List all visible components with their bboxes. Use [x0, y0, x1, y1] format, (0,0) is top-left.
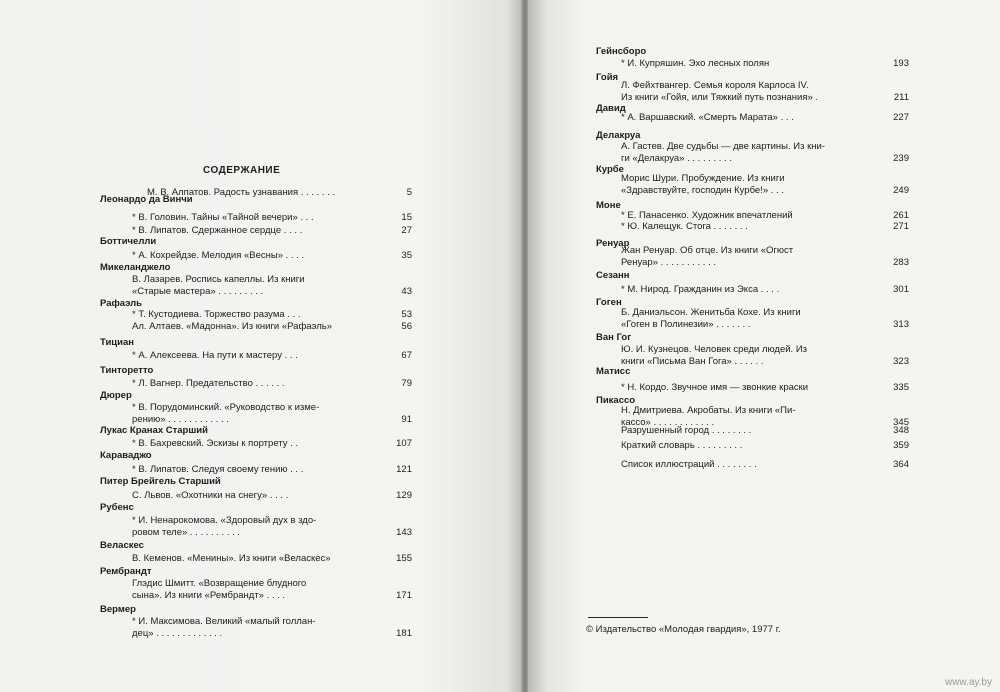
toc-entry-line: * В. Липатов. Сдержанное сердце . . . .: [132, 225, 303, 236]
artist-heading: Тинторетто: [100, 365, 154, 376]
artist-heading: Гейнсборо: [596, 46, 647, 57]
imprint-rule: [588, 617, 648, 618]
toc-page-number: 348: [893, 425, 909, 436]
artist-heading: Курбе: [596, 164, 624, 175]
toc-entry-line: * А. Алексеева. На пути к мастеру . . .: [132, 350, 298, 361]
toc-extra-entry: Краткий словарь . . . . . . . . .: [621, 440, 743, 451]
toc-entry-line: «Гоген в Полинезии» . . . . . . .: [621, 319, 751, 330]
toc-entry-line: «Старые мастера» . . . . . . . . .: [132, 286, 264, 297]
toc-entry-line: дец» . . . . . . . . . . . . .: [132, 628, 223, 639]
artist-heading: Давид: [596, 103, 626, 114]
toc-entry-line: * И. Купряшин. Эхо лесных полян: [621, 58, 770, 69]
artist-heading: Вермер: [100, 604, 136, 615]
toc-entry-line: * Е. Панасенко. Художник впечатлений: [621, 210, 793, 221]
intro-entry: М. В. Алпатов. Радость узнавания . . . . . . .: [147, 187, 336, 198]
toc-entry-line: Разрушенный город . . . . . . . .: [621, 425, 752, 436]
toc-entry-line: * И. Максимова. Великий «малый голлан-: [132, 616, 316, 627]
toc-page-number: 227: [893, 112, 909, 123]
artist-heading: Моне: [596, 200, 621, 211]
toc-page-number: 43: [401, 286, 412, 297]
toc-page-number: 181: [396, 628, 412, 639]
right-page: [528, 0, 1000, 692]
artist-heading: Ренуар: [596, 238, 630, 249]
toc-page-number: 345: [893, 417, 909, 428]
toc-page-number: 53: [401, 309, 412, 320]
toc-page-number: 301: [893, 284, 909, 295]
artist-heading: Веласкес: [100, 540, 144, 551]
toc-page-number: 67: [401, 350, 412, 361]
artist-heading: Питер Брейгель Старший: [100, 476, 221, 487]
artist-heading: Делакруа: [596, 130, 641, 141]
toc-entry-line: Л. Фейхтвангер. Семья короля Карлоса IV.: [621, 80, 809, 91]
toc-page-number: 121: [396, 464, 412, 475]
artist-heading: Рафаэль: [100, 298, 142, 309]
artist-heading: Караваджо: [100, 450, 152, 461]
toc-entry-line: * Н. Кордо. Звучное имя — звонкие краски: [621, 382, 809, 393]
toc-entry-line: ги «Делакруа» . . . . . . . . .: [621, 153, 732, 164]
toc-page-number: 364: [893, 459, 909, 470]
artist-heading: Леонардо да Винчи: [100, 194, 193, 205]
toc-page-number: 239: [893, 153, 909, 164]
toc-page-number: 171: [396, 590, 412, 601]
toc-entry-line: * А. Кохрейдзе. Мелодия «Весны» . . . .: [132, 250, 305, 261]
artist-heading: Матисс: [596, 366, 631, 377]
toc-entry-line: В. Лазарев. Роспись капеллы. Из книги: [132, 274, 305, 285]
toc-page-number: 107: [396, 438, 412, 449]
toc-page-number: 313: [893, 319, 909, 330]
toc-entry-line: * Ю. Калещук. Стога . . . . . . .: [621, 221, 748, 232]
toc-extra-entry: Список иллюстраций . . . . . . . .: [621, 459, 757, 470]
artist-heading: Рубенс: [100, 502, 134, 513]
artist-heading: Гоген: [596, 297, 622, 308]
toc-entry-line: Н. Дмитриева. Акробаты. Из книги «Пи-: [621, 405, 796, 416]
toc-entry-line: С. Львов. «Охотники на снегу» . . . .: [132, 490, 289, 501]
toc-page-number: 91: [401, 414, 412, 425]
toc-page-number: 271: [893, 221, 909, 232]
toc-page-number: 56: [401, 321, 412, 332]
artist-heading: Рембрандт: [100, 566, 152, 577]
artist-heading: Микеланджело: [100, 262, 171, 273]
toc-entry-line: Жан Ренуар. Об отце. Из книги «Огюст: [621, 245, 794, 256]
toc-entry-line: Ренуар» . . . . . . . . . . .: [621, 257, 717, 268]
toc-entry-line: * М. Нирод. Гражданин из Экса . . . .: [621, 284, 780, 295]
artist-heading: Дюрер: [100, 390, 132, 401]
toc-page-number: 261: [893, 210, 909, 221]
toc-entry-line: Ю. И. Кузнецов. Человек среди людей. Из: [621, 344, 808, 355]
toc-page-number: 27: [401, 225, 412, 236]
toc-entry-line: А. Гастев. Две судьбы — две картины. Из кни-: [621, 141, 825, 152]
toc-entry-line: * И. Ненарокомова. «Здоровый дух в здо-: [132, 515, 317, 526]
toc-page-number: 335: [893, 382, 909, 393]
toc-page-number: 129: [396, 490, 412, 501]
toc-entry-line: Из книги «Гойя, или Тяжкий путь познания» .: [621, 92, 819, 103]
toc-page-number: 211: [893, 92, 909, 103]
artist-heading: Тициан: [100, 337, 134, 348]
toc-entry-line: сына». Из книги «Рембрандт» . . . .: [132, 590, 286, 601]
toc-entry-line: «Здравствуйте, господин Курбе!» . . .: [621, 185, 784, 196]
toc-page-number: 249: [893, 185, 909, 196]
toc-entry-line: * А. Варшавский. «Смерть Марата» . . .: [621, 112, 794, 123]
toc-entry-line: Б. Даниэльсон. Женитьба Кохе. Из книги: [621, 307, 801, 318]
toc-page-number: 193: [893, 58, 909, 69]
intro-page-number: 5: [406, 187, 412, 198]
toc-entry-line: В. Кеменов. «Менины». Из книги «Веласкес»: [132, 553, 331, 564]
toc-page-number: 283: [893, 257, 909, 268]
toc-page-number: 143: [396, 527, 412, 538]
toc-entry-line: Морис Шури. Пробуждение. Из книги: [621, 173, 785, 184]
toc-page-number: 79: [401, 378, 412, 389]
contents-title: СОДЕРЖАНИЕ: [203, 165, 281, 176]
toc-entry-line: * В. Бахревский. Эскизы к портрету . .: [132, 438, 299, 449]
toc-entry-line: Ал. Алтаев. «Мадонна». Из книги «Рафаэль»: [132, 321, 332, 332]
toc-entry-line: * В. Липатов. Следуя своему гению . . .: [132, 464, 304, 475]
artist-heading: Ван Гог: [596, 332, 632, 343]
imprint-text: © Издательство «Молодая гвардия», 1977 г.: [586, 624, 781, 635]
toc-entry-line: рению» . . . . . . . . . . . .: [132, 414, 229, 425]
toc-page-number: 15: [401, 212, 412, 223]
toc-entry-line: * Т. Кустодиева. Торжество разума . . .: [132, 309, 301, 320]
artist-heading: Сезанн: [596, 270, 630, 281]
toc-entry-line: Глэдис Шмитт. «Возвращение блудного: [132, 578, 307, 589]
toc-entry-line: * В. Головин. Тайны «Тайной вечери» . . .: [132, 212, 314, 223]
toc-entry-line: кассо» . . . . . . . . . . . .: [621, 417, 715, 428]
toc-page-number: 155: [396, 553, 412, 564]
toc-page-number: 323: [893, 356, 909, 367]
artist-heading: Гойя: [596, 72, 619, 83]
artist-heading: Боттичелли: [100, 236, 157, 247]
toc-entry-line: ровом теле» . . . . . . . . . .: [132, 527, 241, 538]
toc-entry-line: * В. Порудоминский. «Руководство к изме-: [132, 402, 320, 413]
artist-heading: Лукас Кранах Старший: [100, 425, 208, 436]
toc-entry-line: * Л. Вагнер. Предательство . . . . . .: [132, 378, 285, 389]
toc-page-number: 35: [401, 250, 412, 261]
artist-heading: Пикассо: [596, 395, 636, 406]
watermark: www.ay.by: [944, 677, 992, 688]
toc-page-number: 359: [893, 440, 909, 451]
toc-entry-line: книги «Письма Ван Гога» . . . . . .: [621, 356, 764, 367]
